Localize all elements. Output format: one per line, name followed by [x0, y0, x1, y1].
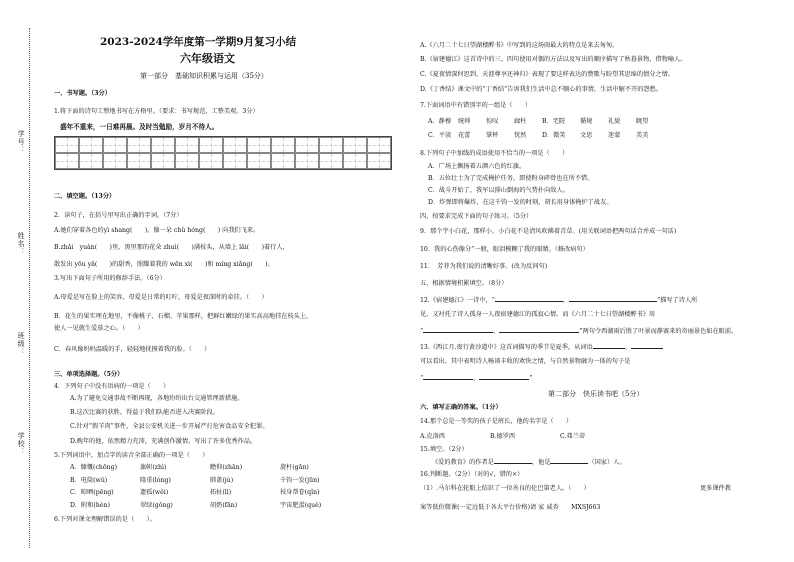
q7-option-cell: 恍然 — [514, 132, 527, 139]
part2-heading: 第二部分 快乐读书吧（5分） — [548, 390, 644, 398]
q13-line-1: 13.《西江月.夜行黄沙道中》这首词描写的季节是夏季，从词语 、 — [420, 343, 663, 352]
q5-option-cell: 千钧一发(jūn) — [280, 476, 320, 484]
q7-option-cell: 廊柱 — [514, 118, 527, 125]
q6-option-b: B.《宿建德江》这首诗中的三、四句使用对偶的方法以及写出的顺序描写了秋暮景物，借物喻人。 — [420, 56, 687, 63]
binding-line — [29, 28, 30, 548]
q5-option-cell: C．晾晒(pēng) — [70, 489, 114, 496]
q7-option-cell: 惊叹 — [486, 118, 499, 125]
question-16: 16.判断题。（2分）（对的√，错的×） — [420, 471, 524, 478]
poem-text: 盛年不重来，一日难再晨。及时当勉励，岁月不待人。 — [60, 123, 219, 131]
question-15: 15.填空。（2分） — [420, 446, 468, 453]
question-5: 5.下列词语中，加点字的读音全部正确的一项是（ ） — [54, 452, 209, 459]
more-resources-text: 更多课件教 — [700, 485, 731, 492]
q7-option-cell: C．平淡 — [428, 132, 452, 139]
q5-option-cell: 拓扯(lì) — [210, 489, 232, 496]
q5-option-cell: A．慷慨(chōng) — [70, 464, 117, 471]
q5-option-cell: 旗帜(zhì) — [140, 464, 167, 471]
q13-text-1: 13.《西江月.夜行黄沙道中》这首词描写的季节是夏季，从词语 — [420, 344, 593, 351]
q12-blank-4[interactable] — [499, 327, 579, 333]
q13-blank-2[interactable] — [631, 343, 663, 349]
q7-option-cell: 礼貌 — [608, 118, 621, 125]
question-6: 6.下列对课文理解错误的是（ ）。 — [54, 516, 156, 523]
question-3: 3.写出下面句子所用的修辞手法。（6分） — [54, 275, 166, 282]
q15-blank-2[interactable] — [550, 458, 588, 464]
q12-line-1: 12.《宿建德江》一诗中，“ ， ”描写了诗人所 — [420, 297, 698, 304]
question-4: 4．下列句子中没有语病的一项是（ ） — [54, 383, 170, 390]
question-10: 10．我的心伤像分“一般，眼泪模糊了我的眼睛。（修改病句） — [420, 246, 589, 253]
q7-option-cell: 眺望 — [636, 118, 649, 125]
q2-line-b: B.zhǎi yuàn( )里，黑里那的花朵 zhuì( )满枝头，从墙上 lǎi( )着行人， — [54, 244, 289, 251]
q5-option-cell: 翠绿(gǒng) — [140, 501, 173, 509]
q12-text-3b: ”两句令西湖雨后胜了叶景而静赛来的奇丽景色如在眼前。 — [579, 328, 738, 335]
q8-option-b: B．五位壮士为了完成掩护任务，即使粉身碎骨也在所不惜。 — [428, 175, 594, 182]
q7-option-cell: B．宅院 — [542, 118, 566, 125]
q6-option-d: D.《丁香结》课文中的“丁香结”告诉我们生活中总不顺心的事情，生活中解不开的怨愁。 — [420, 86, 662, 93]
q3-option-b-cont: 使人一见就生爱慕之心。（ ） — [54, 325, 144, 332]
q3-option-b: B．花生的果实埋在地里，不像桃子、石榴、苹果那样，把鲜红嫩绿的果实高高地挂在枝头上， — [54, 313, 313, 320]
q4-option-c: C.针对“假羊肉”事件，全县公安机关进一步开展严打危害食品安全犯罪。 — [70, 423, 269, 430]
q12-blank-3[interactable] — [423, 327, 493, 333]
section6-heading: 六、填写正确的答案。（1分） — [420, 404, 502, 411]
q7-option-cell: A．静穆 — [428, 118, 452, 125]
q5-option-cell: D．附和(hèn) — [70, 501, 110, 509]
q6-option-a: A.《六月二十七日望湖楼醉书》中写到的这场雨最大的特点是来去匆匆。 — [420, 42, 619, 49]
q6-option-c: C.《夏夜情深何思到，天涯尊享还神归》表现了要这样表达的赞歌与盼望其思绵的情分之情。 — [420, 71, 674, 78]
question-9: 9．那个宇小白花，那样小，小白花不是清风吹拂着青草。(用关联词语把两句话合并成一句话) — [420, 228, 677, 235]
q13-line-3: “ ， ” — [420, 375, 533, 382]
q15-text-3: （国家）人。 — [588, 459, 626, 466]
part1-heading: 第一部分 基础知识积累与运用（35分） — [140, 72, 268, 80]
q3-option-c: C．春风像妈妈温暖的手，轻轻地抚摸着我的脸。（ ） — [54, 346, 211, 353]
question-8: 8.下列句子中加线的成语使用不恰当的一项是（ ） — [420, 150, 569, 157]
q8-option-a: A．广场上飘扬着五颜六色的红旗。 — [428, 163, 526, 170]
q5-option-cell: 瞻仰(zhān) — [210, 464, 243, 471]
q12-blank-1[interactable] — [495, 296, 563, 302]
q12-text-1b: ”描写了诗人所 — [657, 297, 698, 304]
q4-option-b: B.这次比赛的获胜，得益于我们队能否进入决赛阶段。 — [70, 409, 219, 416]
q14-option-a: A.克洛西 — [420, 433, 445, 440]
class-label: 班级： — [17, 332, 26, 356]
section1-heading: 一、书写题。（3分） — [54, 90, 111, 97]
q14-option-c: C.弗兰蒂 — [560, 433, 586, 440]
q7-option-cell: 统帅 — [458, 118, 471, 125]
q15-line — [432, 458, 626, 467]
q5-option-cell: 胡奶(fān) — [210, 501, 238, 509]
q2-line-a: A.她们穿着各色的yì shang( )，像一朵 chǔ hóng( ) 向我们飞来。 — [54, 227, 260, 234]
q12-line-2: 见，又衬托了诗人孤身一人夜宿建德江的孤寂心情。而《六月二十七日望湖楼醉书》用 — [420, 311, 656, 318]
q12-blank-2[interactable] — [569, 296, 657, 302]
q4-option-a: A.为了避免交通事故不断再现，各地纷纷出台交通管理新措施。 — [70, 395, 244, 402]
q7-option-cell: 花蕾 — [458, 132, 471, 139]
grade-subject: 六年级语文 — [180, 52, 235, 65]
q7-option-cell: 循规 — [580, 118, 593, 125]
q15-text-2: ，他是 — [531, 459, 551, 466]
footer-watermark-text: 案等低价微课(一定远低于各大平台价格)请 家 威杏 MXSJ663 — [420, 504, 601, 511]
question-7: 7.下面词语中有错别字的一组是（ ） — [420, 102, 532, 109]
question-1: 1.将下面的诗句工整地书写在方格里。（要求：书写规范、工整美观。3分） — [54, 108, 259, 115]
q5-option-cell: 宇宙肥蛋(què) — [280, 501, 322, 509]
q4-option-d: D.晚年的他，依然精力充沛，充满创作激情，写出了许多优秀作品。 — [70, 438, 257, 445]
question-2: 2．读句子，在括号里写出正确的字词。（7分） — [54, 212, 183, 219]
q7-option-cell: 文思 — [580, 132, 593, 139]
q13-blank-4[interactable] — [479, 374, 529, 380]
writing-grid[interactable] — [54, 136, 392, 170]
section5-heading: 五、根据情境积累填空。（8分） — [420, 280, 508, 287]
q7-option-cell: 美美 — [636, 132, 649, 139]
binding-strip — [0, 0, 42, 562]
q5-option-cell: 隆重(lóng) — [140, 476, 171, 484]
q12-text-1: 12.《宿建德江》一诗中，“ — [420, 297, 495, 304]
q13-text-3b: ” — [529, 375, 533, 382]
q7-option-cell: 掌杯 — [486, 132, 499, 139]
q2-line-b2: 散发出 yōu yǎ( )的甜香，照耀着我的 wēn xì( )和 míng xiǎng( )。 — [54, 261, 274, 268]
section4-heading: 四、按要求完成下面的句子练习。（5分） — [420, 213, 533, 220]
q12-text-3: “ — [420, 328, 424, 335]
question-11: 11． 芳菲为我们说的清晰好事。(改为反问句) — [420, 263, 548, 270]
q13-line-2: 可以看出，其中表明诗人畅谈丰收的欢快之情，与自然景物融为一体的句子是 — [420, 358, 631, 365]
q13-text-3: “ — [420, 375, 424, 382]
name-label: 姓名： — [17, 232, 26, 256]
q13-blank-3[interactable] — [423, 374, 473, 380]
student-id-label: 学号： — [17, 130, 26, 154]
q12-line-3: “ ， ”两句令西湖雨后胜了叶景而静赛来的奇丽景色如在眼前。 — [420, 328, 738, 335]
q7-option-cell: 迷蒙 — [608, 132, 621, 139]
q5-option-cell: 旋杆(gān) — [280, 464, 309, 471]
section2-heading: 二、填空题。（13分） — [54, 193, 116, 200]
q5-option-cell: 遗孤(wěi) — [140, 489, 169, 496]
q5-option-cell: 肺盖(jù) — [210, 476, 234, 484]
school-label: 学校： — [17, 432, 26, 456]
q14-option-b: B.德罗西 — [490, 433, 516, 440]
q16-item-1: （1）.马尔科在轮船上结识了一位善良的伦巴第老人。（ ） — [420, 485, 590, 492]
q3-option-a: A.母爱是写在脸上的笑容，母爱是日常的叮咛，母爱是夜深时的牵挂。（ ） — [54, 294, 268, 301]
q8-option-d: D．炸弹即将爆炸，在这千钧一发的时刻，胡长用身体掩护了战友。 — [428, 199, 613, 206]
q15-text-1: 《爱的教育》的作者是 — [432, 459, 494, 466]
q8-option-c: C．战斗开始了，我军以排山倒海的气势扑向敌人。 — [428, 187, 569, 194]
q7-option-cell: D．微笑 — [542, 132, 566, 139]
q5-option-cell: B．电筒(wǔ) — [70, 476, 108, 484]
q15-blank-1[interactable] — [494, 458, 532, 464]
q5-option-cell: 枝身帮眷(qǐn) — [280, 489, 320, 496]
question-14: 14.那个总是一等奖的孩子是班长，他的名字是（ ） — [420, 418, 573, 425]
exam-title: 2023-2024学年度第一学期9月复习小结 — [100, 36, 297, 48]
q13-blank-1[interactable] — [593, 343, 625, 349]
section3-heading: 三、单项选择题。（5分） — [54, 371, 124, 378]
